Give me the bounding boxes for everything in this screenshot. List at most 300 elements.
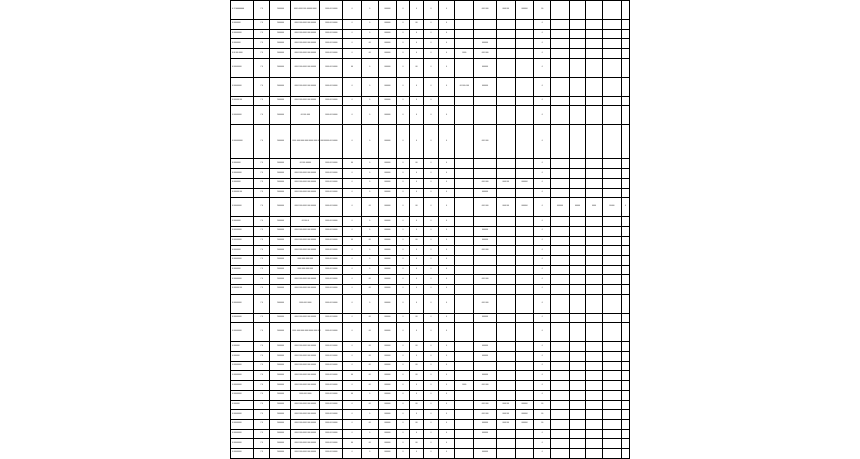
- table-cell: 0: [343, 217, 362, 227]
- table-cell: [621, 169, 629, 179]
- table-cell: 0: [343, 20, 362, 30]
- table-cell: 1000000: [270, 410, 291, 420]
- table-cell: [551, 1, 570, 20]
- table-cell: [586, 20, 603, 30]
- table-cell: [515, 20, 534, 30]
- table-cell: [515, 188, 534, 198]
- table-cell: [551, 448, 570, 458]
- table-cell: [602, 419, 621, 429]
- table-cell: 00 000 000: [291, 106, 320, 125]
- table-cell: 00 000 000: [455, 77, 474, 96]
- table-cell: 0 0000000: [231, 178, 254, 188]
- table-cell: 0: [409, 169, 424, 179]
- table-cell: [551, 255, 570, 265]
- table-cell: 000 000: [474, 125, 497, 159]
- table-cell: [621, 352, 629, 362]
- table-cell: 000000: [515, 1, 534, 20]
- table-cell: [621, 285, 629, 295]
- table-cell: 000000: [378, 29, 397, 39]
- table-cell: [455, 313, 474, 323]
- table-cell: 000000: [378, 275, 397, 285]
- table-cell: [586, 361, 603, 371]
- table-cell: 0000 000 0000 000 00000: [291, 313, 320, 323]
- table-cell: 000000: [378, 429, 397, 439]
- table-cell: 7.0: [253, 342, 270, 352]
- table-cell: 00: [343, 439, 362, 449]
- table-cell: 0000: [586, 198, 603, 217]
- table-cell: 0: [438, 255, 455, 265]
- table-cell: 0: [397, 188, 409, 198]
- table-cell: 1000000: [270, 169, 291, 179]
- table-row: [231, 188, 630, 198]
- table-cell: 0 00000000: [231, 77, 254, 96]
- table-cell: [455, 106, 474, 125]
- table-cell: 000000: [378, 285, 397, 295]
- table-cell: 0: [424, 58, 439, 77]
- table-cell: [474, 20, 497, 30]
- table-cell: [586, 159, 603, 169]
- table-cell: [515, 265, 534, 275]
- table-cell: [586, 246, 603, 256]
- table-cell: [515, 255, 534, 265]
- table-cell: [586, 410, 603, 420]
- table-cell: [586, 275, 603, 285]
- table-cell: [455, 236, 474, 246]
- table-cell: 0: [397, 323, 409, 342]
- table-cell: 0: [361, 178, 378, 188]
- table-cell: 000000: [551, 198, 570, 217]
- table-cell: 00: [361, 285, 378, 295]
- table-cell: 0: [361, 217, 378, 227]
- table-cell: [551, 58, 570, 77]
- table-cell: 1000000: [270, 236, 291, 246]
- table-cell: [455, 371, 474, 381]
- table-cell: [455, 217, 474, 227]
- table-cell: 0: [424, 96, 439, 106]
- table-cell: [497, 236, 516, 246]
- table-cell: 0: [438, 410, 455, 420]
- table-cell: [474, 159, 497, 169]
- table-row: [231, 429, 630, 439]
- table-cell: 0: [397, 439, 409, 449]
- table-cell: [515, 439, 534, 449]
- table-cell: 0: [409, 352, 424, 362]
- table-cell: [621, 390, 629, 400]
- table-cell: 0: [343, 294, 362, 313]
- table-cell: 7.0: [253, 236, 270, 246]
- table-cell: 0000 00 00000: [320, 77, 343, 96]
- table-cell: 0000 000 0000 000 00000: [291, 361, 320, 371]
- table-cell: 1000000: [270, 323, 291, 342]
- table-cell: 0 00000000: [231, 106, 254, 125]
- table-cell: 000000: [378, 1, 397, 20]
- table-cell: 0: [397, 198, 409, 217]
- table-cell: 0: [534, 352, 551, 362]
- table-cell: [497, 429, 516, 439]
- table-cell: 0: [397, 178, 409, 188]
- table-cell: [497, 125, 516, 159]
- table-cell: [551, 246, 570, 256]
- table-cell: 0: [438, 178, 455, 188]
- table-cell: 0 00000000: [231, 448, 254, 458]
- table-cell: 0: [397, 20, 409, 30]
- table-cell: 0: [361, 448, 378, 458]
- table-cell: [586, 390, 603, 400]
- table-cell: [586, 77, 603, 96]
- table-cell: [551, 361, 570, 371]
- table-cell: 0: [438, 323, 455, 342]
- table-cell: 0000 00 00000: [320, 1, 343, 20]
- table-cell: 0 00000000: [231, 381, 254, 391]
- table-cell: 00: [361, 275, 378, 285]
- table-cell: 0000 000 0000 000 00000: [291, 400, 320, 410]
- table-cell: 0: [424, 106, 439, 125]
- table-cell: 7.0: [253, 275, 270, 285]
- table-cell: 0: [361, 159, 378, 169]
- table-cell: [551, 390, 570, 400]
- table-cell: [497, 96, 516, 106]
- table-cell: 1000000: [270, 1, 291, 20]
- table-cell: 00 000 0: [291, 217, 320, 227]
- table-cell: 0: [343, 125, 362, 159]
- table-cell: 0000 000 0000 000 00000: [291, 381, 320, 391]
- table-cell: [586, 265, 603, 275]
- table-cell: 000000: [378, 255, 397, 265]
- table-cell: 0: [424, 323, 439, 342]
- table-cell: 000000: [378, 226, 397, 236]
- table-cell: [455, 58, 474, 77]
- table-cell: 0: [424, 361, 439, 371]
- table-cell: 000000: [378, 352, 397, 362]
- table-cell: 000 000: [474, 1, 497, 20]
- table-cell: 0: [438, 390, 455, 400]
- table-cell: [474, 169, 497, 179]
- table-cell: 7.0: [253, 448, 270, 458]
- table-cell: 000 000: [474, 178, 497, 188]
- table-cell: 00: [409, 58, 424, 77]
- table-cell: 000000: [378, 294, 397, 313]
- table-cell: 7.0: [253, 323, 270, 342]
- table-cell: 0000 00 00000: [320, 49, 343, 59]
- table-cell: 00: [361, 361, 378, 371]
- table-cell: 0: [361, 1, 378, 20]
- table-cell: 0: [397, 255, 409, 265]
- table-cell: [586, 323, 603, 342]
- table-row: [231, 169, 630, 179]
- table-cell: 0: [534, 198, 551, 217]
- table-cell: [602, 159, 621, 169]
- table-row: [231, 198, 630, 217]
- table-cell: 0: [534, 246, 551, 256]
- table-cell: [602, 1, 621, 20]
- table-cell: [621, 429, 629, 439]
- table-row: [231, 29, 630, 39]
- table-cell: 0: [343, 448, 362, 458]
- table-row: [231, 313, 630, 323]
- table-cell: [569, 217, 586, 227]
- table-cell: [569, 1, 586, 20]
- table-cell: 00: [361, 39, 378, 49]
- table-cell: 0: [397, 39, 409, 49]
- table-cell: [621, 371, 629, 381]
- table-cell: 0 000000: [231, 342, 254, 352]
- table-cell: 1000000: [270, 188, 291, 198]
- table-row: [231, 285, 630, 295]
- table-cell: 0 000000: [231, 352, 254, 362]
- table-cell: 0: [343, 178, 362, 188]
- table-cell: [497, 20, 516, 30]
- table-cell: [569, 342, 586, 352]
- table-cell: [474, 29, 497, 39]
- table-cell: 0000 00 00000: [320, 198, 343, 217]
- table-cell: 0: [397, 58, 409, 77]
- table-cell: 0: [409, 285, 424, 295]
- table-cell: 0: [438, 188, 455, 198]
- table-cell: [586, 96, 603, 106]
- table-cell: 0: [438, 381, 455, 391]
- table-cell: 0: [343, 96, 362, 106]
- table-cell: 0: [438, 361, 455, 371]
- table-cell: 0: [424, 125, 439, 159]
- table-cell: 000000: [378, 125, 397, 159]
- table-cell: 0: [534, 188, 551, 198]
- table-cell: [551, 419, 570, 429]
- table-cell: 0: [343, 342, 362, 352]
- table-cell: [455, 20, 474, 30]
- table-cell: 0: [438, 419, 455, 429]
- table-cell: [569, 429, 586, 439]
- table-cell: [621, 294, 629, 313]
- table-cell: 7.0: [253, 159, 270, 169]
- table-cell: 00: [409, 159, 424, 169]
- table-cell: [515, 49, 534, 59]
- table-cell: 1000000: [270, 58, 291, 77]
- table-cell: 1000000: [270, 20, 291, 30]
- table-cell: 7.0: [253, 400, 270, 410]
- table-cell: 000000: [378, 246, 397, 256]
- table-cell: 0: [397, 400, 409, 410]
- table-cell: 0: [397, 226, 409, 236]
- table-cell: 000000: [378, 20, 397, 30]
- table-cell: 00: [409, 198, 424, 217]
- table-cell: [602, 49, 621, 59]
- table-row: [231, 275, 630, 285]
- table-cell: [455, 294, 474, 313]
- table-cell: [497, 448, 516, 458]
- table-cell: [621, 49, 629, 59]
- table-cell: 0000 000 0000 000 00000: [291, 188, 320, 198]
- table-cell: 0: [409, 96, 424, 106]
- table-cell: [586, 58, 603, 77]
- table-cell: 0 000000: [231, 400, 254, 410]
- table-cell: [474, 285, 497, 295]
- table-cell: 0: [361, 226, 378, 236]
- table-cell: [497, 226, 516, 236]
- table-cell: 000000: [474, 419, 497, 429]
- table-cell: 0 0000000: [231, 20, 254, 30]
- table-cell: 0: [534, 77, 551, 96]
- table-cell: 0: [361, 294, 378, 313]
- table-cell: 1000000: [270, 419, 291, 429]
- table-cell: [515, 448, 534, 458]
- table-cell: 0: [424, 246, 439, 256]
- table-cell: 0: [397, 419, 409, 429]
- table-cell: [621, 410, 629, 420]
- table-cell: 7.0: [253, 226, 270, 236]
- table-cell: [586, 285, 603, 295]
- table-row: [231, 410, 630, 420]
- table-cell: 0000 000 0000 000 00000: [291, 39, 320, 49]
- table-cell: 0000 000 0000 000 00000: [291, 275, 320, 285]
- table-cell: 0: [361, 188, 378, 198]
- table-cell: 000 000: [474, 294, 497, 313]
- table-cell: 0000 00 00000: [320, 246, 343, 256]
- table-cell: 0 00000000: [231, 390, 254, 400]
- table-cell: [569, 159, 586, 169]
- table-cell: [497, 439, 516, 449]
- table-cell: 00: [343, 159, 362, 169]
- table-cell: 0: [438, 439, 455, 449]
- table-cell: [602, 29, 621, 39]
- table-cell: [455, 188, 474, 198]
- table-cell: 0000 000 0000 000 00000: [291, 439, 320, 449]
- table-cell: [551, 342, 570, 352]
- table-row: [231, 178, 630, 188]
- table-cell: 00000: [569, 198, 586, 217]
- table-cell: 0: [424, 265, 439, 275]
- table-cell: 0: [438, 352, 455, 362]
- table-cell: 0000 00 00000: [320, 178, 343, 188]
- table-cell: 7.0: [253, 410, 270, 420]
- table-cell: 1000000: [270, 448, 291, 458]
- table-cell: 1000000: [270, 246, 291, 256]
- table-cell: 0: [409, 255, 424, 265]
- table-cell: 0: [438, 58, 455, 77]
- table-cell: [569, 188, 586, 198]
- table-cell: 0000 000 0000 000 00000: [291, 448, 320, 458]
- table-cell: [569, 178, 586, 188]
- table-cell: 0000 00: [497, 1, 516, 20]
- table-cell: 000000: [515, 419, 534, 429]
- table-cell: 0: [361, 429, 378, 439]
- table-cell: 0000 00 00000: [320, 294, 343, 313]
- table-cell: 0 00000000: [231, 275, 254, 285]
- table-cell: 0000 00 00000: [320, 371, 343, 381]
- table-cell: 0 00000000: [231, 226, 254, 236]
- table-cell: 0: [397, 96, 409, 106]
- table-row: [231, 265, 630, 275]
- table-cell: 000000: [378, 106, 397, 125]
- table-cell: 0: [409, 226, 424, 236]
- table-cell: [621, 159, 629, 169]
- table-cell: [569, 439, 586, 449]
- table-cell: 000000: [378, 236, 397, 246]
- table-cell: [586, 448, 603, 458]
- table-cell: [602, 246, 621, 256]
- table-cell: 7.0: [253, 20, 270, 30]
- table-cell: 00 000 00000: [291, 159, 320, 169]
- table-cell: 0: [424, 419, 439, 429]
- table-cell: 000000: [474, 236, 497, 246]
- table-cell: [586, 1, 603, 20]
- table-cell: 0: [438, 429, 455, 439]
- table-row: [231, 217, 630, 227]
- table-cell: 00: [361, 439, 378, 449]
- table-cell: 00: [409, 419, 424, 429]
- table-cell: 1000000: [270, 361, 291, 371]
- table-cell: [569, 313, 586, 323]
- table-cell: 1000000: [270, 49, 291, 59]
- table-cell: [602, 400, 621, 410]
- table-cell: [569, 419, 586, 429]
- table-cell: 0000 000 0000 000 00000: [291, 169, 320, 179]
- table-cell: [551, 323, 570, 342]
- table-cell: 0: [438, 275, 455, 285]
- table-cell: [515, 429, 534, 439]
- table-row: [231, 390, 630, 400]
- table-cell: 0: [343, 29, 362, 39]
- table-cell: 0: [424, 448, 439, 458]
- table-cell: [586, 39, 603, 49]
- table-cell: 0 0000000: [231, 159, 254, 169]
- table-cell: 0000 00 00000: [320, 419, 343, 429]
- table-cell: 0: [534, 29, 551, 39]
- table-cell: [586, 125, 603, 159]
- table-cell: 0: [361, 77, 378, 96]
- table-cell: [602, 285, 621, 295]
- table-cell: 0: [409, 410, 424, 420]
- table-cell: [569, 352, 586, 362]
- table-cell: 0: [424, 1, 439, 20]
- table-cell: 0000 00 00000: [320, 39, 343, 49]
- table-cell: 000000: [378, 448, 397, 458]
- table-cell: [455, 400, 474, 410]
- table-cell: [602, 20, 621, 30]
- table-cell: 0: [424, 352, 439, 362]
- table-cell: 0: [409, 39, 424, 49]
- table-cell: 000000: [474, 58, 497, 77]
- table-cell: 1000000: [270, 125, 291, 159]
- table-cell: [586, 313, 603, 323]
- table-cell: [551, 410, 570, 420]
- table-cell: 00: [534, 419, 551, 429]
- table-cell: 0: [534, 49, 551, 59]
- table-cell: 0: [424, 188, 439, 198]
- table-cell: 000000: [515, 178, 534, 188]
- table-cell: [515, 246, 534, 256]
- table-cell: 0: [534, 371, 551, 381]
- table-cell: [586, 236, 603, 246]
- table-cell: 000000: [474, 429, 497, 439]
- table-cell: [569, 390, 586, 400]
- table-cell: 00: [361, 323, 378, 342]
- table-cell: [515, 226, 534, 236]
- table-cell: [455, 226, 474, 236]
- table-cell: [569, 400, 586, 410]
- table-cell: [515, 381, 534, 391]
- table-cell: [586, 217, 603, 227]
- table-cell: 0000 000 0000 000 00000: [291, 246, 320, 256]
- table-cell: 000000: [515, 198, 534, 217]
- table-cell: [586, 371, 603, 381]
- data-table: [230, 0, 630, 459]
- table-cell: 0 00000000: [231, 198, 254, 217]
- table-cell: [621, 188, 629, 198]
- table-cell: 7.0: [253, 361, 270, 371]
- table-cell: [569, 169, 586, 179]
- table-cell: [455, 198, 474, 217]
- table-cell: 0: [397, 29, 409, 39]
